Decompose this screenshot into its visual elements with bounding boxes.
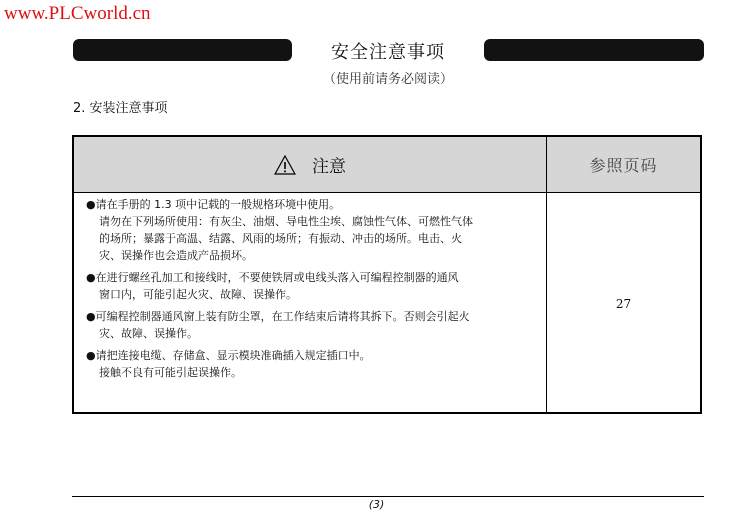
footer-divider: [72, 496, 704, 497]
list-item: [86, 269, 546, 303]
page-title: 安全注意事项: [331, 42, 445, 63]
warning-icon: [274, 155, 296, 175]
item-line: 的场所；暴露于高温、结露、风雨的场所；有振动、冲击的场所。电击、火: [99, 232, 462, 245]
item-line: 请勿在下列场所使用：有灰尘、油烟、导电性尘埃、腐蚀性气体、可燃性气体: [99, 215, 473, 228]
section-title: 2. 安装注意事项: [73, 101, 168, 116]
caution-header: [74, 137, 546, 192]
item-line: 接触不良有可能引起误操作。: [99, 366, 242, 379]
watermark: www.PLCworld.cn: [4, 3, 151, 24]
item-line: 灾、误操作也会造成产品损坏。: [99, 249, 253, 262]
page-ref-value: 27: [615, 297, 632, 311]
item-line: ●请在手册的 1.3 项中记载的一般规格环境中使用。: [86, 198, 341, 211]
item-line: ●在进行螺丝孔加工和接线时，不要使铁屑或电线头落入可编程控制器的通风: [86, 271, 459, 284]
list-item: [86, 347, 546, 381]
caution-list: [86, 196, 546, 386]
item-line: 窗口内，可能引起火灾、故障、误操作。: [99, 288, 297, 301]
item-line: 灾、故障、误操作。: [99, 327, 198, 340]
list-item: [86, 196, 546, 264]
page-number: (3): [368, 498, 385, 511]
title-bar-right: [484, 39, 704, 61]
caution-table: [72, 135, 702, 414]
title-bar-left: [73, 39, 292, 61]
list-item: [86, 308, 546, 342]
item-line: ●请把连接电缆、存储盒、显示模块准确插入规定插口中。: [86, 349, 371, 362]
caution-label: 注意: [312, 157, 346, 177]
item-line: ●可编程控制器通风窗上装有防尘罩，在工作结束后请将其拆下。否则会引起火: [86, 310, 470, 323]
ref-header: 参照页码: [589, 156, 658, 175]
page-subtitle: （使用前请务必阅读）: [322, 72, 453, 87]
